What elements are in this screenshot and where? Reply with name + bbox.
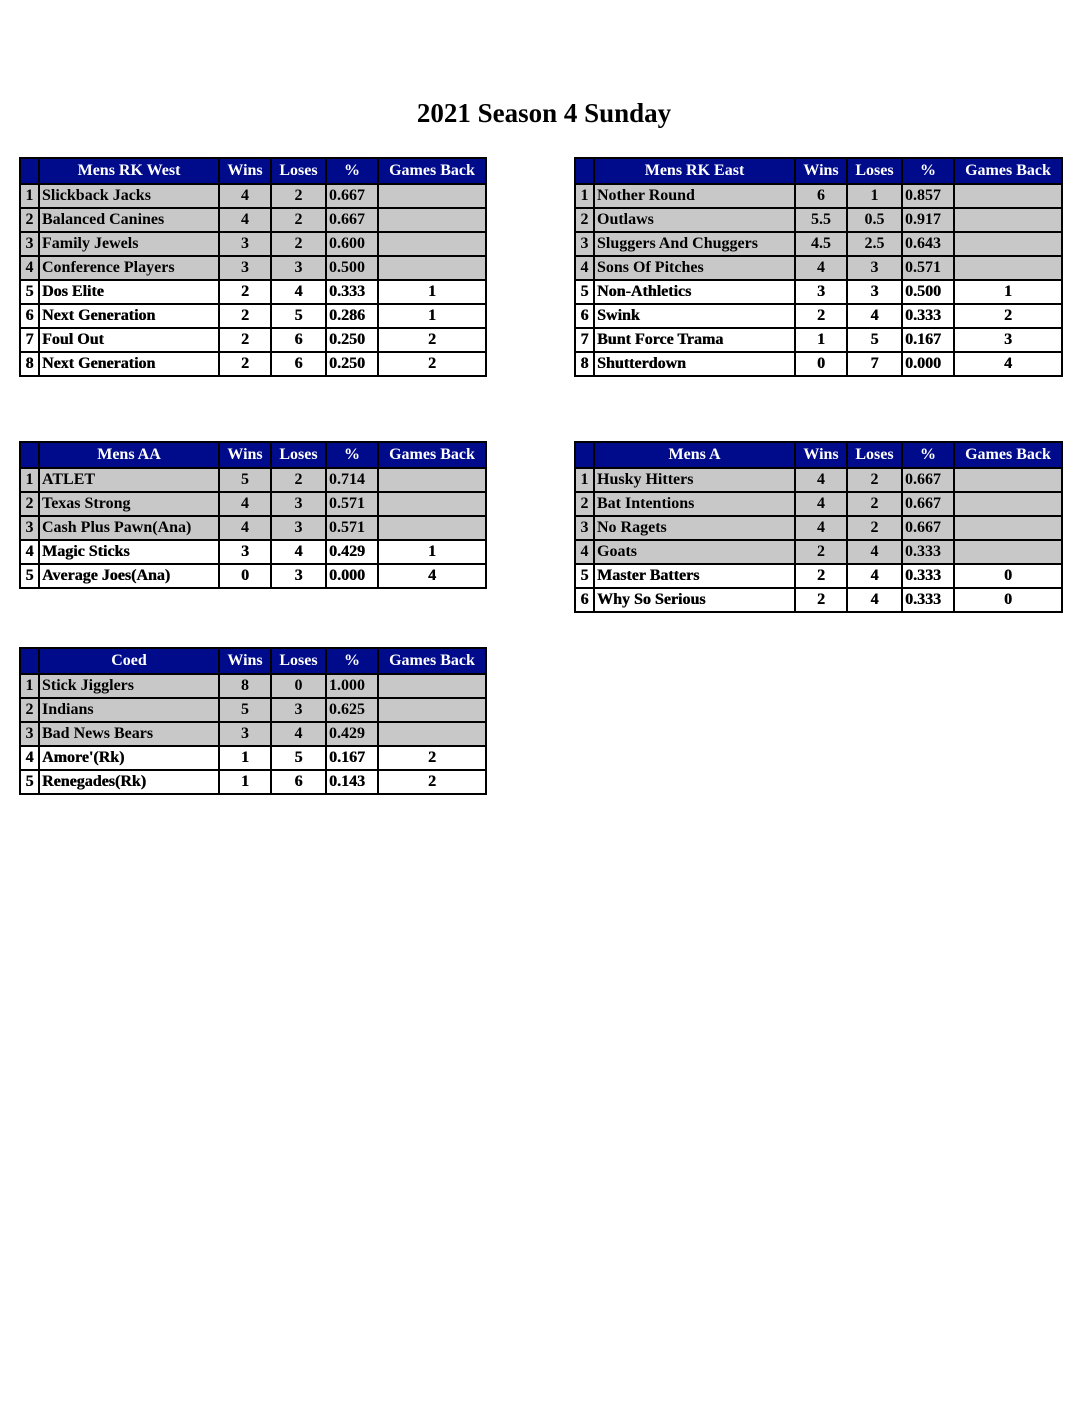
table-row (20, 492, 486, 516)
rank-cell: 5 (20, 770, 39, 794)
games-back-cell: 2 (378, 328, 486, 352)
games-back-cell: 4 (378, 564, 486, 588)
games-back-cell (954, 232, 1062, 256)
loses-header: Loses (271, 158, 326, 184)
loses-cell: 3 (847, 256, 902, 280)
pct-cell: 0.667 (326, 184, 378, 208)
table-row (575, 540, 1062, 564)
wins-cell: 2 (795, 564, 847, 588)
loses-cell: 2 (847, 516, 902, 540)
loses-cell: 4 (271, 280, 326, 304)
wins-header: Wins (795, 442, 847, 468)
table-row (575, 516, 1062, 540)
pct-cell: 0.250 (326, 328, 378, 352)
pct-header: % (326, 442, 378, 468)
team-name-cell: Slickback Jacks (39, 184, 219, 208)
rank-header (20, 648, 39, 674)
wins-cell: 0 (795, 352, 847, 376)
pct-header: % (326, 158, 378, 184)
wins-cell: 3 (219, 256, 271, 280)
rank-cell: 2 (20, 492, 39, 516)
games-back-cell (378, 184, 486, 208)
rank-cell: 1 (20, 184, 39, 208)
rank-cell: 1 (20, 468, 39, 492)
team-name-cell: Non-Athletics (594, 280, 795, 304)
rank-header (575, 158, 594, 184)
team-name-cell: Balanced Canines (39, 208, 219, 232)
rank-cell: 5 (575, 280, 594, 304)
loses-cell: 3 (271, 698, 326, 722)
loses-header: Loses (847, 442, 902, 468)
pct-cell: 0.167 (902, 328, 954, 352)
wins-cell: 2 (219, 328, 271, 352)
games-back-cell (378, 232, 486, 256)
table-row (575, 280, 1062, 304)
games-back-cell: 2 (378, 746, 486, 770)
wins-cell: 1 (219, 770, 271, 794)
table-row (575, 468, 1062, 492)
games-back-header: Games Back (378, 158, 486, 184)
table-row (575, 352, 1062, 376)
table-row (20, 540, 486, 564)
rank-cell: 4 (575, 540, 594, 564)
team-name-cell: Magic Sticks (39, 540, 219, 564)
rank-cell: 3 (575, 516, 594, 540)
wins-cell: 8 (219, 674, 271, 698)
rank-cell: 4 (20, 540, 39, 564)
pct-cell: 0.143 (326, 770, 378, 794)
wins-cell: 3 (219, 540, 271, 564)
team-name-cell: Stick Jigglers (39, 674, 219, 698)
team-name-cell: Bunt Force Trama (594, 328, 795, 352)
pct-cell: 0.643 (902, 232, 954, 256)
division-name: Mens RK East (594, 158, 795, 184)
table-row (20, 516, 486, 540)
team-name-cell: No Ragets (594, 516, 795, 540)
games-back-cell (954, 184, 1062, 208)
wins-cell: 4 (795, 492, 847, 516)
team-name-cell: Conference Players (39, 256, 219, 280)
team-name-cell: ATLET (39, 468, 219, 492)
team-name-cell: Next Generation (39, 304, 219, 328)
table-row (575, 328, 1062, 352)
rank-header (20, 442, 39, 468)
pct-cell: 0.429 (326, 540, 378, 564)
team-name-cell: Cash Plus Pawn(Ana) (39, 516, 219, 540)
wins-cell: 6 (795, 184, 847, 208)
table-row (20, 674, 486, 698)
loses-cell: 5 (271, 304, 326, 328)
team-name-cell: Average Joes(Ana) (39, 564, 219, 588)
pct-header: % (902, 442, 954, 468)
games-back-cell (954, 208, 1062, 232)
games-back-cell: 3 (954, 328, 1062, 352)
table-header-row (20, 648, 486, 674)
division-name: Mens AA (39, 442, 219, 468)
rank-cell: 8 (20, 352, 39, 376)
games-back-cell: 0 (954, 564, 1062, 588)
rank-cell: 4 (20, 256, 39, 280)
rank-cell: 5 (20, 280, 39, 304)
pct-cell: 0.167 (326, 746, 378, 770)
table-row (575, 256, 1062, 280)
pct-cell: 0.857 (902, 184, 954, 208)
standings-table-mens-rk-east (574, 157, 1063, 377)
team-name-cell: Indians (39, 698, 219, 722)
loses-cell: 4 (271, 540, 326, 564)
rank-cell: 5 (20, 564, 39, 588)
games-back-cell (378, 256, 486, 280)
loses-cell: 4 (847, 588, 902, 612)
team-name-cell: Dos Elite (39, 280, 219, 304)
rank-cell: 6 (20, 304, 39, 328)
wins-cell: 4 (219, 208, 271, 232)
division-name: Mens A (594, 442, 795, 468)
rank-cell: 3 (20, 722, 39, 746)
pct-cell: 0.286 (326, 304, 378, 328)
wins-cell: 4 (795, 256, 847, 280)
pct-cell: 0.333 (902, 588, 954, 612)
pct-cell: 1.000 (326, 674, 378, 698)
pct-cell: 0.714 (326, 468, 378, 492)
wins-cell: 4 (795, 468, 847, 492)
table-row (575, 304, 1062, 328)
table-row (20, 468, 486, 492)
pct-cell: 0.000 (326, 564, 378, 588)
games-back-cell (378, 468, 486, 492)
loses-cell: 2 (847, 492, 902, 516)
loses-cell: 7 (847, 352, 902, 376)
wins-cell: 4 (795, 516, 847, 540)
pct-cell: 0.667 (326, 208, 378, 232)
wins-cell: 1 (795, 328, 847, 352)
pct-header: % (326, 648, 378, 674)
wins-cell: 2 (219, 280, 271, 304)
loses-header: Loses (271, 648, 326, 674)
rank-header (20, 158, 39, 184)
pct-cell: 0.333 (326, 280, 378, 304)
team-name-cell: Bad News Bears (39, 722, 219, 746)
games-back-header: Games Back (954, 158, 1062, 184)
loses-cell: 6 (271, 770, 326, 794)
rank-cell: 3 (20, 232, 39, 256)
table-row (575, 588, 1062, 612)
loses-cell: 5 (847, 328, 902, 352)
division-name: Coed (39, 648, 219, 674)
rank-cell: 1 (20, 674, 39, 698)
team-name-cell: Why So Serious (594, 588, 795, 612)
pct-cell: 0.917 (902, 208, 954, 232)
team-name-cell: Master Batters (594, 564, 795, 588)
loses-cell: 2.5 (847, 232, 902, 256)
games-back-cell: 1 (378, 304, 486, 328)
table-row (575, 184, 1062, 208)
loses-cell: 3 (847, 280, 902, 304)
loses-cell: 2 (271, 208, 326, 232)
page-title: 2021 Season 4 Sunday (416, 98, 672, 128)
loses-cell: 6 (271, 352, 326, 376)
team-name-cell: Next Generation (39, 352, 219, 376)
wins-cell: 5 (219, 468, 271, 492)
rank-cell: 6 (575, 588, 594, 612)
table-row (575, 564, 1062, 588)
wins-cell: 2 (219, 304, 271, 328)
team-name-cell: Foul Out (39, 328, 219, 352)
games-back-cell: 1 (954, 280, 1062, 304)
team-name-cell: Sons Of Pitches (594, 256, 795, 280)
games-back-cell: 2 (378, 770, 486, 794)
table-row (20, 564, 486, 588)
loses-cell: 0 (271, 674, 326, 698)
rank-cell: 2 (575, 208, 594, 232)
table-row (20, 280, 486, 304)
pct-cell: 0.500 (902, 280, 954, 304)
standings-table-mens-a (574, 441, 1063, 613)
pct-cell: 0.600 (326, 232, 378, 256)
games-back-cell: 1 (378, 540, 486, 564)
loses-cell: 5 (271, 746, 326, 770)
wins-cell: 3 (219, 722, 271, 746)
wins-cell: 2 (219, 352, 271, 376)
table-row (20, 328, 486, 352)
table-row (20, 304, 486, 328)
wins-cell: 4 (219, 492, 271, 516)
team-name-cell: Nother Round (594, 184, 795, 208)
games-back-cell (954, 492, 1062, 516)
games-back-cell (378, 722, 486, 746)
team-name-cell: Amore'(Rk) (39, 746, 219, 770)
standings-table-mens-aa (19, 441, 487, 589)
table-row (20, 208, 486, 232)
table-row (20, 232, 486, 256)
team-name-cell: Texas Strong (39, 492, 219, 516)
games-back-cell (378, 674, 486, 698)
games-back-cell: 2 (378, 352, 486, 376)
rank-cell: 2 (20, 698, 39, 722)
loses-cell: 2 (271, 232, 326, 256)
wins-header: Wins (219, 442, 271, 468)
loses-cell: 2 (271, 468, 326, 492)
games-back-cell (954, 540, 1062, 564)
table-row (575, 208, 1062, 232)
table-header-row (575, 158, 1062, 184)
team-name-cell: Bat Intentions (594, 492, 795, 516)
wins-cell: 0 (219, 564, 271, 588)
pct-cell: 0.333 (902, 540, 954, 564)
wins-cell: 5 (219, 698, 271, 722)
rank-cell: 6 (575, 304, 594, 328)
team-name-cell: Sluggers And Chuggers (594, 232, 795, 256)
team-name-cell: Family Jewels (39, 232, 219, 256)
pct-cell: 0.571 (326, 516, 378, 540)
table-header-row (20, 158, 486, 184)
pct-cell: 0.667 (902, 516, 954, 540)
division-name: Mens RK West (39, 158, 219, 184)
wins-header: Wins (219, 648, 271, 674)
rank-cell: 4 (575, 256, 594, 280)
team-name-cell: Outlaws (594, 208, 795, 232)
wins-header: Wins (219, 158, 271, 184)
table-row (575, 492, 1062, 516)
rank-cell: 7 (575, 328, 594, 352)
table-row (575, 232, 1062, 256)
wins-cell: 3 (219, 232, 271, 256)
loses-cell: 4 (271, 722, 326, 746)
rank-cell: 7 (20, 328, 39, 352)
team-name-cell: Husky Hitters (594, 468, 795, 492)
games-back-header: Games Back (378, 648, 486, 674)
pct-cell: 0.429 (326, 722, 378, 746)
loses-cell: 1 (847, 184, 902, 208)
wins-cell: 2 (795, 588, 847, 612)
table-header-row (20, 442, 486, 468)
loses-cell: 2 (271, 184, 326, 208)
games-back-cell (378, 698, 486, 722)
games-back-cell: 4 (954, 352, 1062, 376)
games-back-cell (378, 516, 486, 540)
loses-cell: 3 (271, 516, 326, 540)
games-back-cell: 1 (378, 280, 486, 304)
rank-cell: 4 (20, 746, 39, 770)
wins-cell: 4 (219, 516, 271, 540)
pct-cell: 0.333 (902, 564, 954, 588)
loses-cell: 2 (847, 468, 902, 492)
games-back-cell (954, 468, 1062, 492)
wins-cell: 1 (219, 746, 271, 770)
rank-cell: 8 (575, 352, 594, 376)
pct-cell: 0.667 (902, 468, 954, 492)
team-name-cell: Renegades(Rk) (39, 770, 219, 794)
rank-cell: 1 (575, 468, 594, 492)
team-name-cell: Shutterdown (594, 352, 795, 376)
rank-header (575, 442, 594, 468)
rank-cell: 1 (575, 184, 594, 208)
wins-cell: 4.5 (795, 232, 847, 256)
wins-cell: 2 (795, 304, 847, 328)
loses-cell: 0.5 (847, 208, 902, 232)
pct-cell: 0.333 (902, 304, 954, 328)
table-row (20, 256, 486, 280)
rank-cell: 2 (575, 492, 594, 516)
pct-cell: 0.571 (902, 256, 954, 280)
wins-header: Wins (795, 158, 847, 184)
loses-cell: 4 (847, 304, 902, 328)
loses-header: Loses (271, 442, 326, 468)
table-row (20, 722, 486, 746)
loses-header: Loses (847, 158, 902, 184)
rank-cell: 3 (575, 232, 594, 256)
pct-cell: 0.667 (902, 492, 954, 516)
loses-cell: 4 (847, 564, 902, 588)
pct-cell: 0.625 (326, 698, 378, 722)
pct-cell: 0.500 (326, 256, 378, 280)
table-row (20, 698, 486, 722)
wins-cell: 2 (795, 540, 847, 564)
table-row (20, 746, 486, 770)
table-header-row (575, 442, 1062, 468)
standings-table-mens-rk-west (19, 157, 487, 377)
pct-header: % (902, 158, 954, 184)
games-back-cell (954, 256, 1062, 280)
pct-cell: 0.000 (902, 352, 954, 376)
games-back-cell (378, 492, 486, 516)
loses-cell: 3 (271, 564, 326, 588)
rank-cell: 5 (575, 564, 594, 588)
table-row (20, 770, 486, 794)
games-back-cell (954, 516, 1062, 540)
wins-cell: 3 (795, 280, 847, 304)
games-back-cell: 0 (954, 588, 1062, 612)
wins-cell: 5.5 (795, 208, 847, 232)
games-back-cell: 2 (954, 304, 1062, 328)
table-row (20, 352, 486, 376)
pct-cell: 0.571 (326, 492, 378, 516)
pct-cell: 0.250 (326, 352, 378, 376)
table-row (20, 184, 486, 208)
team-name-cell: Goats (594, 540, 795, 564)
loses-cell: 3 (271, 492, 326, 516)
loses-cell: 6 (271, 328, 326, 352)
rank-cell: 3 (20, 516, 39, 540)
games-back-header: Games Back (378, 442, 486, 468)
rank-cell: 2 (20, 208, 39, 232)
loses-cell: 4 (847, 540, 902, 564)
standings-table-coed (19, 647, 487, 795)
loses-cell: 3 (271, 256, 326, 280)
games-back-cell (378, 208, 486, 232)
team-name-cell: Swink (594, 304, 795, 328)
wins-cell: 4 (219, 184, 271, 208)
games-back-header: Games Back (954, 442, 1062, 468)
